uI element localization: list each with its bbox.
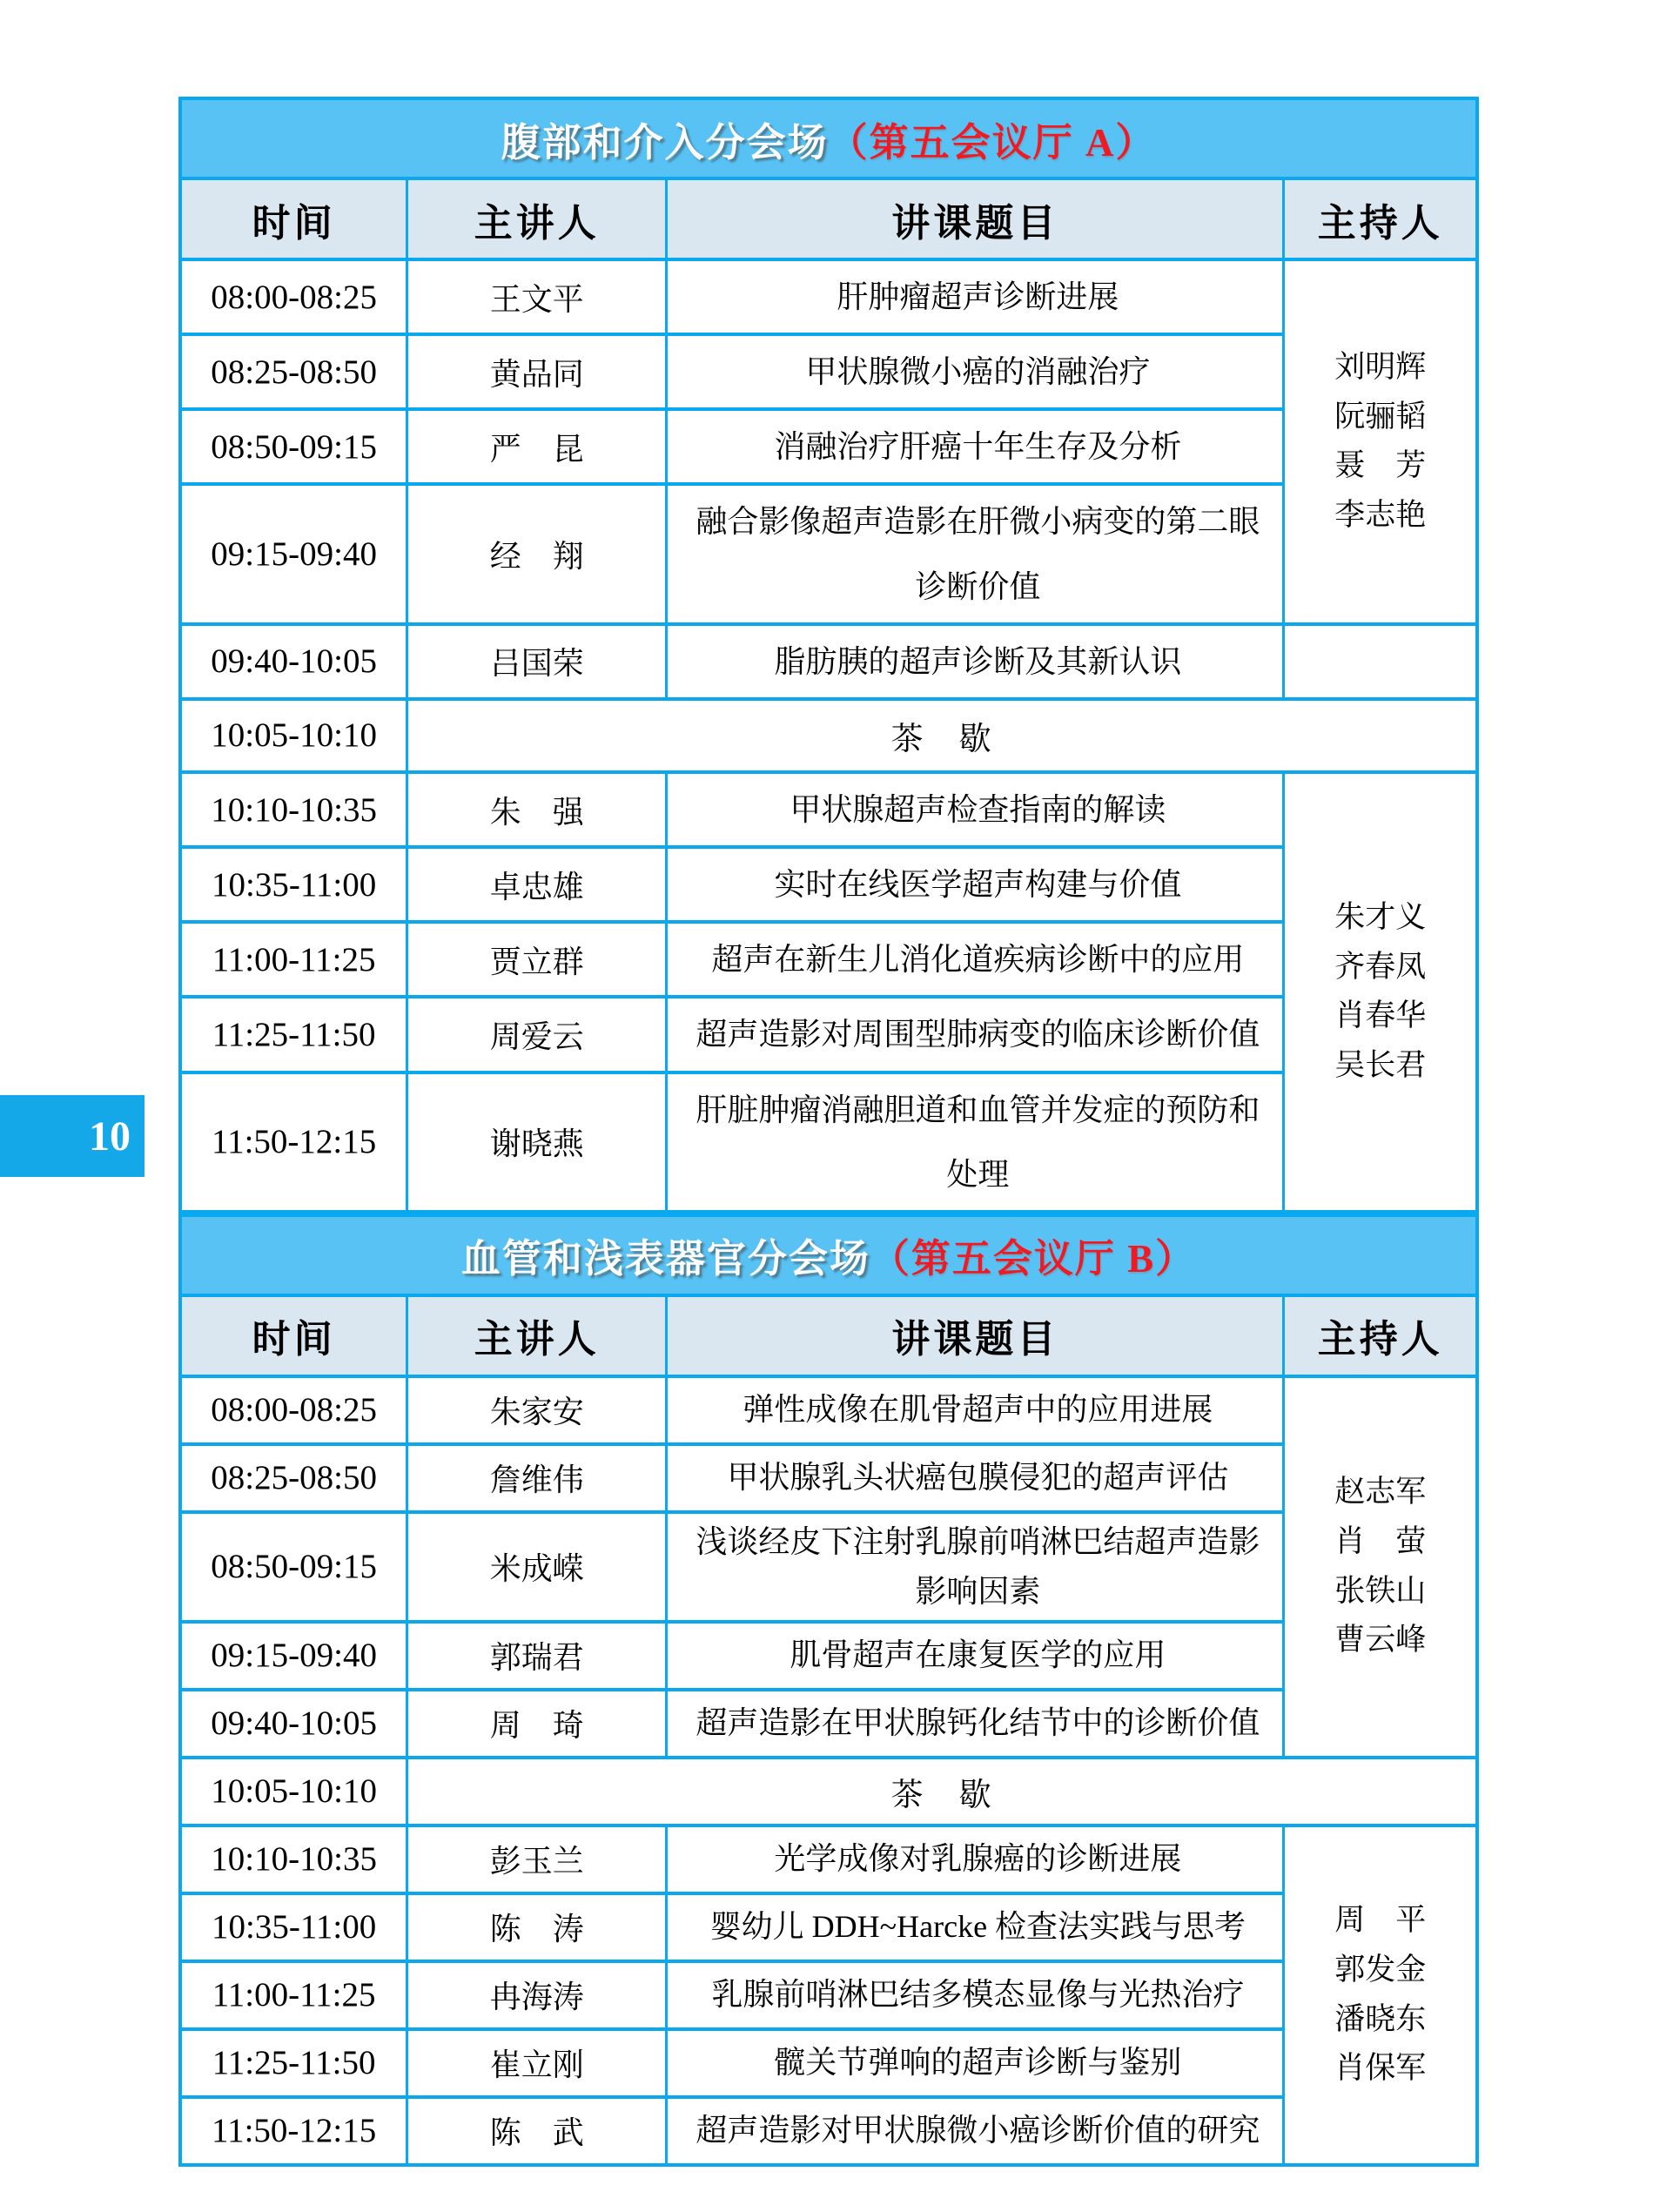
session-row bbox=[180, 847, 1477, 922]
time-cell: 11:00-11:25 bbox=[180, 922, 407, 997]
speaker-cell: 卓忠雄 bbox=[407, 847, 667, 922]
time-cell: 10:10-10:35 bbox=[180, 772, 407, 847]
time-cell: 10:10-10:35 bbox=[180, 1825, 407, 1893]
section-title: 血管和浅表器官分会场 bbox=[460, 1237, 870, 1281]
moderator-name: 李志艳 bbox=[1334, 498, 1427, 533]
session-row bbox=[180, 2097, 1477, 2165]
speaker-cell: 郭瑞君 bbox=[407, 1622, 667, 1690]
column-header-3: 主持人 bbox=[1284, 178, 1477, 259]
column-header-0: 时间 bbox=[180, 1295, 407, 1376]
speaker-cell: 谢晓燕 bbox=[407, 1072, 667, 1212]
column-header-1: 主讲人 bbox=[407, 178, 667, 259]
topic-cell: 肌骨超声在康复医学的应用 bbox=[667, 1622, 1284, 1690]
topic-cell: 肝脏肿瘤消融胆道和血管并发症的预防和处理 bbox=[667, 1072, 1284, 1212]
time-cell: 08:50-09:15 bbox=[180, 1512, 407, 1622]
topic-cell: 实时在线医学超声构建与价值 bbox=[667, 847, 1284, 922]
session-row bbox=[180, 1690, 1477, 1758]
column-header-row bbox=[180, 1295, 1477, 1376]
topic-cell: 超声在新生儿消化道疾病诊断中的应用 bbox=[667, 922, 1284, 997]
section-venue: （第五会议厅 B） bbox=[870, 1237, 1197, 1281]
column-header-row bbox=[180, 178, 1477, 259]
session-row bbox=[180, 259, 1477, 334]
speaker-cell: 陈 武 bbox=[407, 2097, 667, 2165]
topic-cell: 弹性成像在肌骨超声中的应用进展 bbox=[667, 1376, 1284, 1444]
session-row bbox=[180, 1961, 1477, 2029]
moderator-name: 郭发金 bbox=[1334, 1952, 1427, 1987]
speaker-cell: 王文平 bbox=[407, 259, 667, 334]
time-cell: 10:05-10:10 bbox=[180, 699, 407, 772]
section-venue: （第五会议厅 A） bbox=[828, 120, 1157, 165]
time-cell: 08:00-08:25 bbox=[180, 259, 407, 334]
topic-cell: 甲状腺超声检查指南的解读 bbox=[667, 772, 1284, 847]
column-header-1: 主讲人 bbox=[407, 1295, 667, 1376]
session-row bbox=[180, 334, 1477, 409]
session-row bbox=[180, 1376, 1477, 1444]
moderator-name: 朱才义 bbox=[1334, 900, 1427, 935]
moderator-cell bbox=[1284, 259, 1477, 624]
session-row bbox=[180, 1622, 1477, 1690]
time-cell: 08:50-09:15 bbox=[180, 409, 407, 484]
moderator-name: 肖保军 bbox=[1334, 2051, 1427, 2086]
time-cell: 10:05-10:10 bbox=[180, 1758, 407, 1825]
speaker-cell: 彭玉兰 bbox=[407, 1825, 667, 1893]
moderator-name: 肖春华 bbox=[1334, 998, 1427, 1033]
session-row bbox=[180, 1512, 1477, 1622]
session-row bbox=[180, 2029, 1477, 2097]
topic-cell: 融合影像超声造影在肝微小病变的第二眼诊断价值 bbox=[667, 484, 1284, 623]
session-row bbox=[180, 1825, 1477, 1893]
break-row bbox=[180, 699, 1477, 772]
time-cell: 11:50-12:15 bbox=[180, 2097, 407, 2165]
moderator-name: 潘晓东 bbox=[1334, 2001, 1427, 2036]
session-row bbox=[180, 1444, 1477, 1512]
program-content bbox=[178, 97, 1479, 2167]
speaker-cell: 严 昆 bbox=[407, 409, 667, 484]
session-row bbox=[180, 624, 1477, 699]
moderator-name: 肖 萤 bbox=[1334, 1524, 1427, 1559]
time-cell: 09:15-09:40 bbox=[180, 484, 407, 623]
topic-cell: 甲状腺微小癌的消融治疗 bbox=[667, 334, 1284, 409]
time-cell: 10:35-11:00 bbox=[180, 847, 407, 922]
topic-cell: 超声造影对甲状腺微小癌诊断价值的研究 bbox=[667, 2097, 1284, 2165]
session-row bbox=[180, 922, 1477, 997]
time-cell: 11:25-11:50 bbox=[180, 2029, 407, 2097]
session-row bbox=[180, 772, 1477, 847]
speaker-cell: 贾立群 bbox=[407, 922, 667, 997]
speaker-cell: 陈 涛 bbox=[407, 1893, 667, 1961]
moderator-cell bbox=[1284, 772, 1477, 1212]
session-row bbox=[180, 1072, 1477, 1212]
topic-cell: 光学成像对乳腺癌的诊断进展 bbox=[667, 1825, 1284, 1893]
section-banner-row bbox=[180, 1215, 1477, 1295]
topic-cell: 脂肪胰的超声诊断及其新认识 bbox=[667, 624, 1284, 699]
section-title: 腹部和介入分会场 bbox=[501, 120, 829, 165]
moderator-name: 阮骊韬 bbox=[1334, 399, 1427, 434]
time-cell: 09:40-10:05 bbox=[180, 1690, 407, 1758]
moderator-cell bbox=[1284, 1376, 1477, 1758]
moderator-cell bbox=[1284, 1825, 1477, 2165]
column-header-3: 主持人 bbox=[1284, 1295, 1477, 1376]
topic-cell: 髋关节弹响的超声诊断与鉴别 bbox=[667, 2029, 1284, 2097]
tea-break-cell: 茶 歇 bbox=[407, 1758, 1477, 1825]
time-cell: 10:35-11:00 bbox=[180, 1893, 407, 1961]
time-cell: 09:40-10:05 bbox=[180, 624, 407, 699]
moderator-cell bbox=[1284, 624, 1477, 699]
topic-cell: 乳腺前哨淋巴结多模态显像与光热治疗 bbox=[667, 1961, 1284, 2029]
session-row bbox=[180, 484, 1477, 623]
session-row bbox=[180, 997, 1477, 1072]
time-cell: 09:15-09:40 bbox=[180, 1622, 407, 1690]
speaker-cell: 朱 强 bbox=[407, 772, 667, 847]
speaker-cell: 周爱云 bbox=[407, 997, 667, 1072]
topic-cell: 甲状腺乳头状癌包膜侵犯的超声评估 bbox=[667, 1444, 1284, 1512]
moderator-name: 齐春凤 bbox=[1334, 949, 1427, 984]
moderator-name: 赵志军 bbox=[1334, 1475, 1427, 1509]
moderator-name: 聂 芳 bbox=[1334, 448, 1427, 483]
moderator-name: 曹云峰 bbox=[1334, 1623, 1427, 1657]
time-cell: 08:25-08:50 bbox=[180, 1444, 407, 1512]
session-row bbox=[180, 1893, 1477, 1961]
speaker-cell: 詹维伟 bbox=[407, 1444, 667, 1512]
tea-break-cell: 茶 歇 bbox=[407, 699, 1477, 772]
speaker-cell: 冉海涛 bbox=[407, 1961, 667, 2029]
topic-cell: 婴幼儿 DDH~Harcke 检查法实践与思考 bbox=[667, 1893, 1284, 1961]
speaker-cell: 米成嵘 bbox=[407, 1512, 667, 1622]
moderator-name: 周 平 bbox=[1334, 1903, 1427, 1938]
time-cell: 11:25-11:50 bbox=[180, 997, 407, 1072]
moderator-name: 吴长君 bbox=[1334, 1048, 1427, 1083]
speaker-cell: 周 琦 bbox=[407, 1690, 667, 1758]
page-number: 10 bbox=[89, 1113, 131, 1160]
speaker-cell: 经 翔 bbox=[407, 484, 667, 623]
column-header-0: 时间 bbox=[180, 178, 407, 259]
time-cell: 11:00-11:25 bbox=[180, 1961, 407, 2029]
topic-cell: 超声造影在甲状腺钙化结节中的诊断价值 bbox=[667, 1690, 1284, 1758]
section-banner-row bbox=[180, 98, 1477, 178]
speaker-cell: 崔立刚 bbox=[407, 2029, 667, 2097]
column-header-2: 讲课题目 bbox=[667, 1295, 1284, 1376]
break-row bbox=[180, 1758, 1477, 1825]
session-table-vascular bbox=[178, 1214, 1479, 2167]
session-table-abdominal bbox=[178, 97, 1479, 1214]
column-header-2: 讲课题目 bbox=[667, 178, 1284, 259]
topic-cell: 浅谈经皮下注射乳腺前哨淋巴结超声造影影响因素 bbox=[667, 1512, 1284, 1622]
topic-cell: 消融治疗肝癌十年生存及分析 bbox=[667, 409, 1284, 484]
time-cell: 08:25-08:50 bbox=[180, 334, 407, 409]
speaker-cell: 黄品同 bbox=[407, 334, 667, 409]
moderator-name: 刘明辉 bbox=[1334, 350, 1427, 385]
section-banner bbox=[180, 98, 1477, 178]
session-row bbox=[180, 409, 1477, 484]
topic-cell: 肝肿瘤超声诊断进展 bbox=[667, 259, 1284, 334]
time-cell: 08:00-08:25 bbox=[180, 1376, 407, 1444]
moderator-name: 张铁山 bbox=[1334, 1573, 1427, 1608]
page-number-box bbox=[0, 1095, 144, 1177]
time-cell: 11:50-12:15 bbox=[180, 1072, 407, 1212]
section-banner bbox=[180, 1215, 1477, 1295]
topic-cell: 超声造影对周围型肺病变的临床诊断价值 bbox=[667, 997, 1284, 1072]
speaker-cell: 朱家安 bbox=[407, 1376, 667, 1444]
speaker-cell: 吕国荣 bbox=[407, 624, 667, 699]
